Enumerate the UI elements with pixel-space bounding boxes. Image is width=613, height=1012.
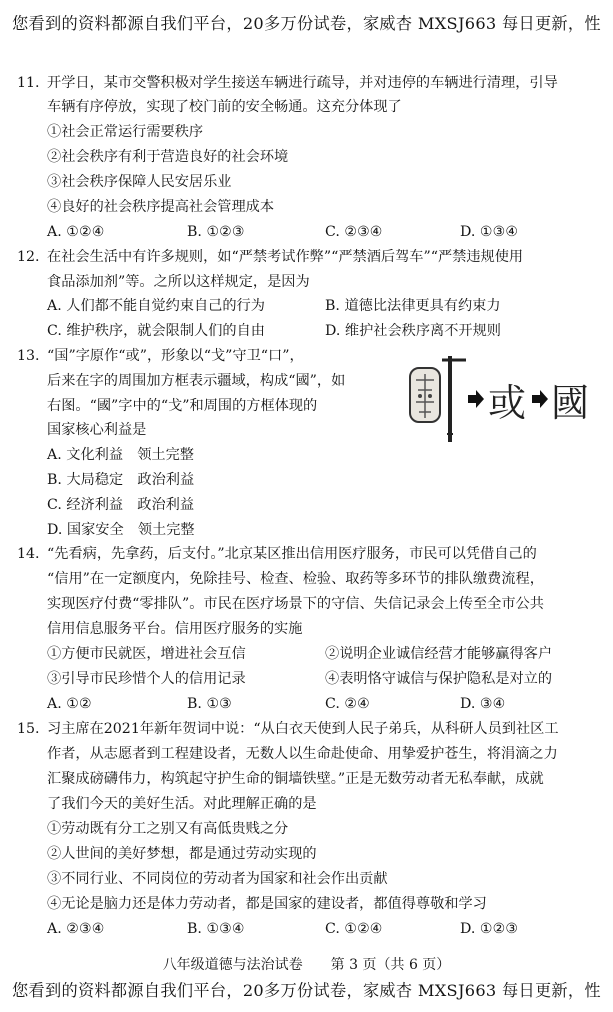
q12-option-c: C. 维护秩序，就会限制人们的自由 (47, 323, 265, 339)
q13-stem-line: 右图。“國”字中的“戈”和周围的方框体现的 (47, 398, 318, 414)
q11-number: 11. (17, 75, 40, 91)
q14-option-d: D. ③④ (460, 696, 506, 712)
q12-option-b: B. 道德比法律更具有约束力 (325, 298, 501, 314)
q14-option-a: A. ①② (47, 696, 92, 712)
arrow-right-icon (468, 390, 484, 408)
q12-number: 12. (17, 249, 40, 265)
q15-number: 15. (17, 721, 40, 737)
character-evolution-figure (404, 350, 594, 448)
bottom-banner: 您看到的资料都源自我们平台，20多万份试卷，家威杏 MXSJ663 每日更新，性 (12, 981, 601, 1000)
q15-stem-line: 习主席在2021年新年贺词中说：“从白衣天使到人民子弟兵，从科研人员到社区工 (47, 721, 559, 737)
q13-option-a: A. 文化利益 领土完整 (47, 447, 194, 463)
q11-item: ①社会正常运行需要秩序 (47, 124, 204, 140)
q13-stem-line: 后来在字的周围加方框表示疆域，构成“國”，如 (47, 373, 346, 389)
q15-stem-line: 汇聚成磅礴伟力，构筑起守护生命的铜墙铁壁。”正是无数劳动者无私奉献，成就 (47, 771, 544, 787)
q15-item: ③不同行业、不同岗位的劳动者为国家和社会作出贡献 (47, 871, 388, 887)
q14-item: ④表明恪守诚信与保护隐私是对立的 (325, 671, 553, 687)
q15-option-b: B. ①③④ (187, 921, 245, 937)
q11-item: ②社会秩序有利于营造良好的社会环境 (47, 149, 289, 165)
q15-item: ②人世间的美好梦想，都是通过劳动实现的 (47, 846, 317, 862)
q13-stem-line: 国家核心利益是 (47, 422, 147, 438)
q12-stem-line: 在社会生活中有许多规则，如“严禁考试作弊”“严禁酒后驾车”“严禁违规使用 (47, 249, 524, 265)
q14-stem-line: 实现医疗付费“零排队”。市民在医疗场景下的守信、失信记录会上传至全市公共 (47, 596, 544, 612)
q14-option-b: B. ①③ (187, 696, 232, 712)
page-footer: 八年级道德与法治试卷 第 3 页（共 6 页） (162, 957, 451, 973)
character-guo: 國 (551, 381, 590, 425)
q15-stem-line: 了我们今天的美好生活。对此理解正确的是 (47, 796, 317, 812)
q14-option-c: C. ②④ (325, 696, 370, 712)
character-huo: 或 (488, 381, 527, 425)
q11-option-d: D. ①③④ (460, 224, 519, 240)
character-evolution-image (404, 350, 594, 448)
q11-stem-line: 车辆有序停放，实现了校门前的安全畅通。这充分体现了 (47, 99, 402, 115)
q13-option-d: D. 国家安全 领土完整 (47, 522, 195, 538)
q14-item: ①方便市民就医，增进社会互信 (47, 646, 246, 662)
q12-stem-line: 食品添加剂”等。之所以这样规定，是因为 (47, 274, 310, 290)
q14-item: ③引导市民珍惜个人的信用记录 (47, 671, 246, 687)
q15-item: ①劳动既有分工之别又有高低贵贱之分 (47, 821, 289, 837)
q15-item: ④无论是脑力还是体力劳动者，都是国家的建设者，都值得尊敬和学习 (47, 896, 487, 912)
ge-weapon-glyph (442, 356, 466, 442)
q13-stem-line: “国”字原作“或”，形象以“戈”守卫“口”， (47, 348, 304, 364)
q13-option-b: B. 大局稳定 政治利益 (47, 472, 195, 488)
q15-option-d: D. ①②③ (460, 921, 519, 937)
q13-number: 13. (17, 348, 40, 364)
q14-stem-line: “信用”在一定额度内，免除挂号、检查、检验、取药等多环节的排队缴费流程， (47, 571, 544, 587)
q14-stem-line: “先看病，先拿药，后支付。”北京某区推出信用医疗服务，市民可以凭借自己的 (47, 546, 537, 562)
q11-item: ③社会秩序保障人民安居乐业 (47, 174, 232, 190)
q11-option-b: B. ①②③ (187, 224, 245, 240)
q11-stem-line: 开学日，某市交警积极对学生接送车辆进行疏导，并对违停的车辆进行清理，引导 (47, 75, 558, 91)
q14-stem-line: 信用信息服务平台。信用医疗服务的实施 (47, 621, 303, 637)
q12-option-a: A. 人们都不能自觉约束自己的行为 (47, 298, 265, 314)
q15-option-c: C. ①②④ (325, 921, 383, 937)
q11-option-c: C. ②③④ (325, 224, 383, 240)
q15-option-a: A. ②③④ (47, 921, 105, 937)
q11-item: ④良好的社会秩序提高社会管理成本 (47, 199, 275, 215)
top-banner: 您看到的资料都源自我们平台，20多万份试卷，家威杏 MXSJ663 每日更新，性 (12, 14, 601, 33)
arrow-right-icon (532, 390, 548, 408)
q13-option-c: C. 经济利益 政治利益 (47, 497, 195, 513)
q12-option-d: D. 维护社会秩序离不开规则 (325, 323, 501, 339)
bronze-inscription-glyph (410, 368, 440, 422)
q11-option-a: A. ①②④ (47, 224, 105, 240)
q14-number: 14. (17, 546, 40, 562)
q14-item: ②说明企业诚信经营才能够赢得客户 (325, 646, 553, 662)
q15-stem-line: 作者，从志愿者到工程建设者，无数人以生命赴使命、用挚爱护苍生，将涓滴之力 (47, 746, 558, 762)
